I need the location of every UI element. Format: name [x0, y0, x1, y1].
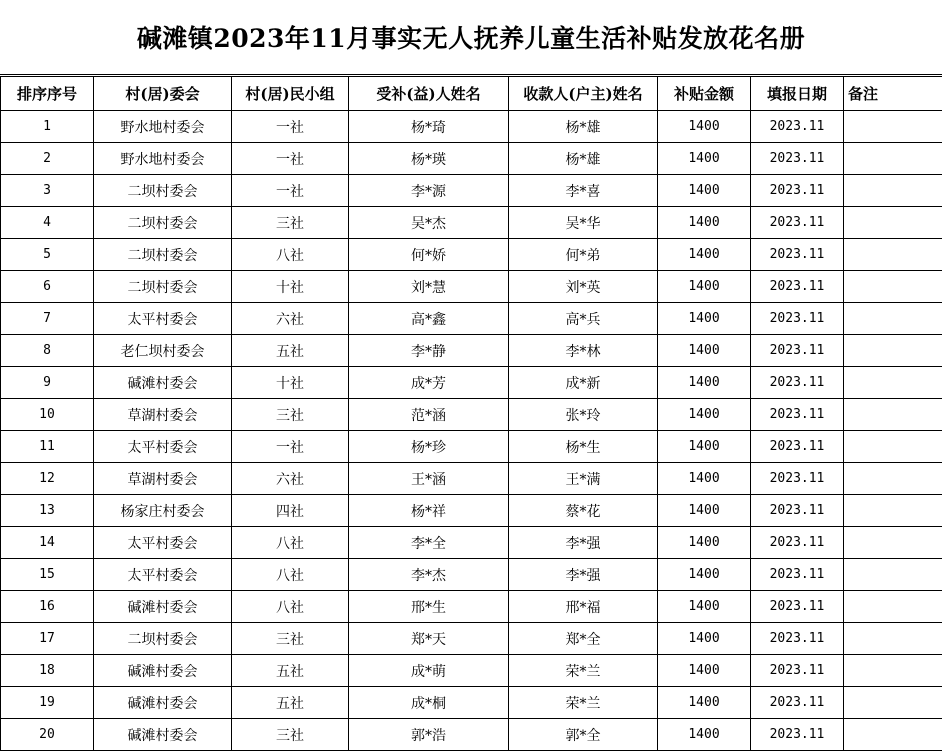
cell-date[interactable]: 2023.11: [751, 143, 844, 175]
cell-group[interactable]: 一社: [232, 111, 349, 143]
cell-village[interactable]: 太平村委会: [94, 303, 232, 335]
cell-village[interactable]: 二坝村委会: [94, 207, 232, 239]
cell-index[interactable]: 1: [1, 111, 94, 143]
cell-index[interactable]: 18: [1, 655, 94, 687]
cell-group[interactable]: 八社: [232, 559, 349, 591]
cell-note[interactable]: [844, 431, 942, 463]
cell-index[interactable]: 11: [1, 431, 94, 463]
cell-amount[interactable]: 1400: [658, 591, 751, 623]
cell-note[interactable]: [844, 207, 942, 239]
cell-group[interactable]: 八社: [232, 591, 349, 623]
cell-index[interactable]: 8: [1, 335, 94, 367]
cell-payee[interactable]: 何*弟: [509, 239, 658, 271]
cell-amount[interactable]: 1400: [658, 111, 751, 143]
header-group: 村(居)民小组: [232, 77, 349, 111]
cell-village[interactable]: 野水地村委会: [94, 111, 232, 143]
table-row: [1, 175, 942, 207]
cell-amount[interactable]: 1400: [658, 655, 751, 687]
table-row: [1, 719, 942, 751]
table-row: [1, 687, 942, 719]
cell-date[interactable]: 2023.11: [751, 239, 844, 271]
cell-date[interactable]: 2023.11: [751, 527, 844, 559]
table-row: [1, 623, 942, 655]
header-beneficiary: 受补(益)人姓名: [349, 77, 509, 111]
cell-note[interactable]: [844, 175, 942, 207]
cell-date[interactable]: 2023.11: [751, 175, 844, 207]
cell-note[interactable]: [844, 655, 942, 687]
cell-beneficiary[interactable]: 李*静: [349, 335, 509, 367]
cell-payee[interactable]: 高*兵: [509, 303, 658, 335]
cell-index[interactable]: 14: [1, 527, 94, 559]
cell-note[interactable]: [844, 559, 942, 591]
cell-note[interactable]: [844, 143, 942, 175]
cell-group[interactable]: 三社: [232, 399, 349, 431]
cell-index[interactable]: 13: [1, 495, 94, 527]
cell-village[interactable]: 碱滩村委会: [94, 655, 232, 687]
table-row: [1, 143, 942, 175]
table-row: [1, 335, 942, 367]
cell-date[interactable]: 2023.11: [751, 719, 844, 751]
cell-note[interactable]: [844, 239, 942, 271]
cell-date[interactable]: 2023.11: [751, 303, 844, 335]
cell-note[interactable]: [844, 687, 942, 719]
header-index: 排序序号: [1, 77, 94, 111]
cell-village[interactable]: 二坝村委会: [94, 175, 232, 207]
cell-payee[interactable]: 李*强: [509, 559, 658, 591]
cell-index[interactable]: 17: [1, 623, 94, 655]
cell-group[interactable]: 一社: [232, 143, 349, 175]
cell-index[interactable]: 4: [1, 207, 94, 239]
cell-village[interactable]: 杨家庄村委会: [94, 495, 232, 527]
header-date: 填报日期: [751, 77, 844, 111]
roster-table: [0, 76, 942, 751]
cell-village[interactable]: 老仁坝村委会: [94, 335, 232, 367]
cell-beneficiary[interactable]: 李*全: [349, 527, 509, 559]
cell-payee[interactable]: 郭*全: [509, 719, 658, 751]
cell-date[interactable]: 2023.11: [751, 271, 844, 303]
cell-group[interactable]: 三社: [232, 719, 349, 751]
cell-amount[interactable]: 1400: [658, 175, 751, 207]
cell-date[interactable]: 2023.11: [751, 367, 844, 399]
table-row: [1, 239, 942, 271]
cell-index[interactable]: 10: [1, 399, 94, 431]
table-row: [1, 527, 942, 559]
cell-beneficiary[interactable]: 范*涵: [349, 399, 509, 431]
table-row: [1, 431, 942, 463]
cell-index[interactable]: 7: [1, 303, 94, 335]
cell-date[interactable]: 2023.11: [751, 207, 844, 239]
cell-payee[interactable]: 邢*福: [509, 591, 658, 623]
cell-beneficiary[interactable]: 王*涵: [349, 463, 509, 495]
cell-note[interactable]: [844, 719, 942, 751]
cell-note[interactable]: [844, 335, 942, 367]
cell-date[interactable]: 2023.11: [751, 111, 844, 143]
cell-group[interactable]: 五社: [232, 335, 349, 367]
cell-payee[interactable]: 郑*全: [509, 623, 658, 655]
cell-payee[interactable]: 蔡*花: [509, 495, 658, 527]
cell-village[interactable]: 碱滩村委会: [94, 719, 232, 751]
cell-amount[interactable]: 1400: [658, 559, 751, 591]
cell-group[interactable]: 六社: [232, 463, 349, 495]
cell-village[interactable]: 碱滩村委会: [94, 367, 232, 399]
cell-index[interactable]: 2: [1, 143, 94, 175]
cell-note[interactable]: [844, 591, 942, 623]
cell-payee[interactable]: 杨*雄: [509, 143, 658, 175]
cell-date[interactable]: 2023.11: [751, 335, 844, 367]
cell-amount[interactable]: 1400: [658, 335, 751, 367]
cell-village[interactable]: 碱滩村委会: [94, 591, 232, 623]
cell-amount[interactable]: 1400: [658, 367, 751, 399]
cell-note[interactable]: [844, 303, 942, 335]
cell-amount[interactable]: 1400: [658, 303, 751, 335]
table-row: [1, 463, 942, 495]
cell-date[interactable]: 2023.11: [751, 591, 844, 623]
cell-amount[interactable]: 1400: [658, 239, 751, 271]
cell-beneficiary[interactable]: 郭*浩: [349, 719, 509, 751]
table-row: [1, 303, 942, 335]
cell-note[interactable]: [844, 367, 942, 399]
cell-group[interactable]: 三社: [232, 623, 349, 655]
cell-village[interactable]: 野水地村委会: [94, 143, 232, 175]
cell-index[interactable]: 16: [1, 591, 94, 623]
cell-payee[interactable]: 王*满: [509, 463, 658, 495]
table-row: [1, 559, 942, 591]
cell-payee[interactable]: 吴*华: [509, 207, 658, 239]
cell-beneficiary[interactable]: 高*鑫: [349, 303, 509, 335]
cell-index[interactable]: 19: [1, 687, 94, 719]
cell-beneficiary[interactable]: 何*娇: [349, 239, 509, 271]
header-village: 村(居)委会: [94, 77, 232, 111]
cell-village[interactable]: 二坝村委会: [94, 623, 232, 655]
cell-note[interactable]: [844, 399, 942, 431]
cell-date[interactable]: 2023.11: [751, 623, 844, 655]
table-row: [1, 495, 942, 527]
cell-beneficiary[interactable]: 邢*生: [349, 591, 509, 623]
header-payee: 收款人(户主)姓名: [509, 77, 658, 111]
cell-village[interactable]: 二坝村委会: [94, 271, 232, 303]
cell-beneficiary[interactable]: 李*源: [349, 175, 509, 207]
cell-payee[interactable]: 张*玲: [509, 399, 658, 431]
cell-date[interactable]: 2023.11: [751, 399, 844, 431]
cell-index[interactable]: 5: [1, 239, 94, 271]
table-row: [1, 655, 942, 687]
cell-amount[interactable]: 1400: [658, 687, 751, 719]
cell-village[interactable]: 太平村委会: [94, 559, 232, 591]
cell-date[interactable]: 2023.11: [751, 559, 844, 591]
cell-note[interactable]: [844, 463, 942, 495]
cell-amount[interactable]: 1400: [658, 399, 751, 431]
cell-note[interactable]: [844, 495, 942, 527]
table-row: [1, 591, 942, 623]
cell-payee[interactable]: 成*新: [509, 367, 658, 399]
cell-group[interactable]: 五社: [232, 655, 349, 687]
cell-group[interactable]: 十社: [232, 367, 349, 399]
cell-beneficiary[interactable]: 郑*天: [349, 623, 509, 655]
cell-group[interactable]: 一社: [232, 431, 349, 463]
cell-payee[interactable]: 李*林: [509, 335, 658, 367]
cell-village[interactable]: 草湖村委会: [94, 463, 232, 495]
cell-payee[interactable]: 刘*英: [509, 271, 658, 303]
cell-date[interactable]: 2023.11: [751, 463, 844, 495]
cell-amount[interactable]: 1400: [658, 431, 751, 463]
cell-amount[interactable]: 1400: [658, 495, 751, 527]
cell-amount[interactable]: 1400: [658, 143, 751, 175]
cell-group[interactable]: 十社: [232, 271, 349, 303]
cell-village[interactable]: 二坝村委会: [94, 239, 232, 271]
cell-beneficiary[interactable]: 吴*杰: [349, 207, 509, 239]
cell-index[interactable]: 9: [1, 367, 94, 399]
cell-date[interactable]: 2023.11: [751, 495, 844, 527]
cell-village[interactable]: 太平村委会: [94, 431, 232, 463]
cell-date[interactable]: 2023.11: [751, 687, 844, 719]
cell-beneficiary[interactable]: 杨*瑛: [349, 143, 509, 175]
table-row: [1, 271, 942, 303]
cell-amount[interactable]: 1400: [658, 623, 751, 655]
cell-group[interactable]: 八社: [232, 239, 349, 271]
cell-beneficiary[interactable]: 李*杰: [349, 559, 509, 591]
cell-beneficiary[interactable]: 杨*琦: [349, 111, 509, 143]
cell-beneficiary[interactable]: 杨*珍: [349, 431, 509, 463]
cell-index[interactable]: 6: [1, 271, 94, 303]
cell-payee[interactable]: 李*喜: [509, 175, 658, 207]
cell-date[interactable]: 2023.11: [751, 655, 844, 687]
cell-note[interactable]: [844, 271, 942, 303]
cell-payee[interactable]: 荣*兰: [509, 655, 658, 687]
cell-payee[interactable]: 杨*生: [509, 431, 658, 463]
cell-note[interactable]: [844, 111, 942, 143]
cell-group[interactable]: 一社: [232, 175, 349, 207]
header-row: [1, 77, 942, 111]
cell-date[interactable]: 2023.11: [751, 431, 844, 463]
table-row: [1, 111, 942, 143]
cell-payee[interactable]: 李*强: [509, 527, 658, 559]
cell-group[interactable]: 六社: [232, 303, 349, 335]
cell-village[interactable]: 太平村委会: [94, 527, 232, 559]
cell-note[interactable]: [844, 623, 942, 655]
cell-village[interactable]: 草湖村委会: [94, 399, 232, 431]
cell-amount[interactable]: 1400: [658, 463, 751, 495]
table-row: [1, 399, 942, 431]
cell-beneficiary[interactable]: 成*桐: [349, 687, 509, 719]
cell-beneficiary[interactable]: 成*芳: [349, 367, 509, 399]
cell-index[interactable]: 3: [1, 175, 94, 207]
header-amount: 补贴金额: [658, 77, 751, 111]
table-row: [1, 367, 942, 399]
page-title: 碱滩镇2023年11月事实无人抚养儿童生活补贴发放花名册: [0, 0, 942, 75]
cell-beneficiary[interactable]: 成*萌: [349, 655, 509, 687]
cell-amount[interactable]: 1400: [658, 527, 751, 559]
cell-village[interactable]: 碱滩村委会: [94, 687, 232, 719]
cell-payee[interactable]: 杨*雄: [509, 111, 658, 143]
header-note: 备注: [844, 77, 942, 111]
cell-group[interactable]: 八社: [232, 527, 349, 559]
cell-amount[interactable]: 1400: [658, 207, 751, 239]
cell-index[interactable]: 15: [1, 559, 94, 591]
cell-group[interactable]: 五社: [232, 687, 349, 719]
cell-group[interactable]: 三社: [232, 207, 349, 239]
cell-amount[interactable]: 1400: [658, 271, 751, 303]
cell-amount[interactable]: 1400: [658, 719, 751, 751]
table-row: [1, 207, 942, 239]
cell-index[interactable]: 12: [1, 463, 94, 495]
cell-group[interactable]: 四社: [232, 495, 349, 527]
cell-payee[interactable]: 荣*兰: [509, 687, 658, 719]
cell-index[interactable]: 20: [1, 719, 94, 751]
cell-beneficiary[interactable]: 刘*慧: [349, 271, 509, 303]
cell-beneficiary[interactable]: 杨*祥: [349, 495, 509, 527]
cell-note[interactable]: [844, 527, 942, 559]
